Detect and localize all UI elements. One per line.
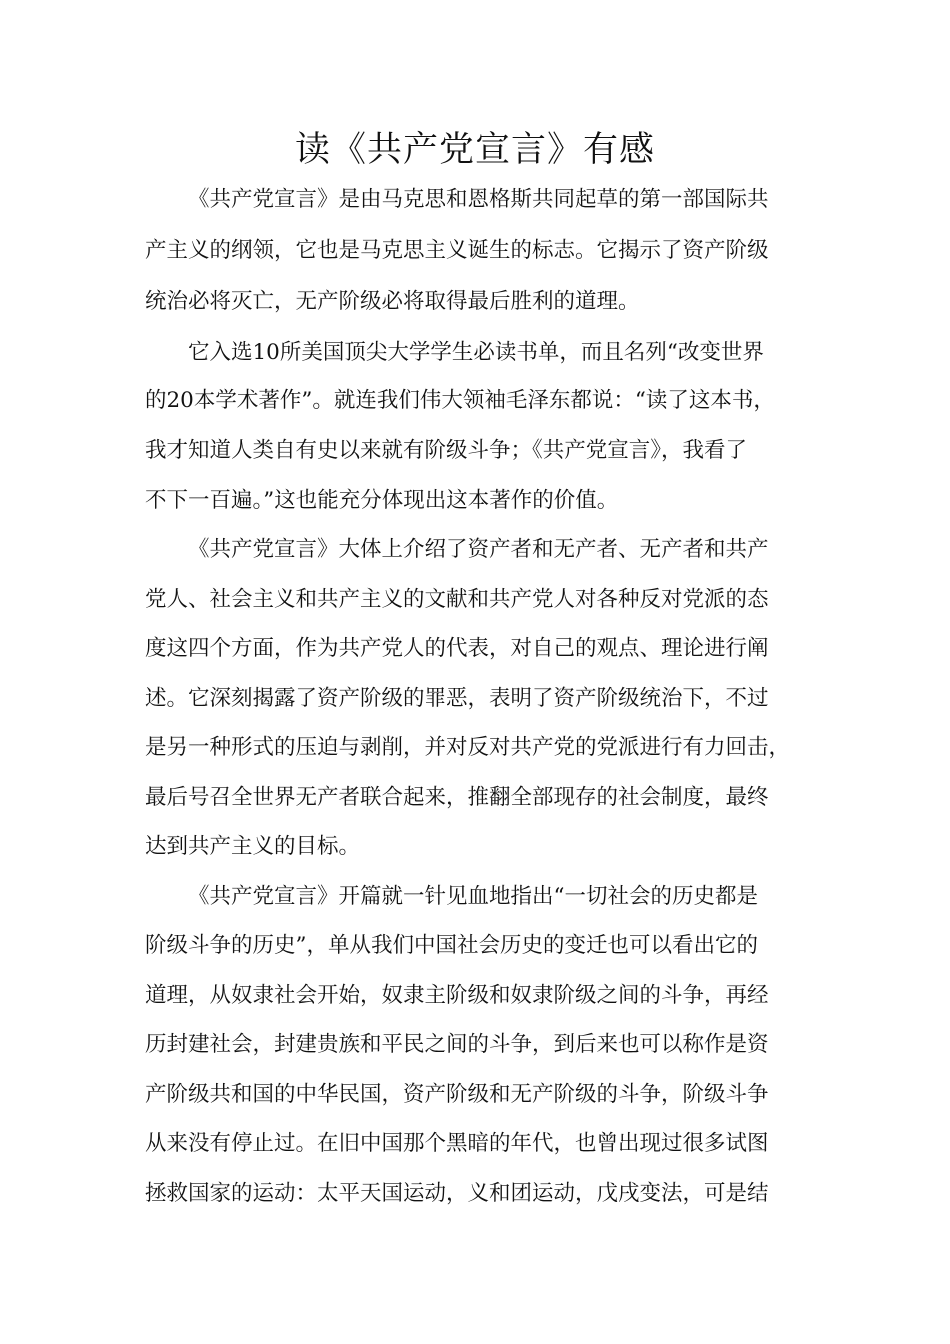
paragraph-line: 述。它深刻揭露了资产阶级的罪恶，表明了资产阶级统治下，不过: [145, 686, 769, 711]
paragraph-line: 产主义的纲领，它也是马克思主义诞生的标志。它揭示了资产阶级: [145, 238, 769, 263]
document-title: 读《共产党宣言》有感: [294, 130, 655, 170]
paragraph-line: 从来没有停止过。在旧中国那个黑暗的年代，也曾出现过很多试图: [145, 1131, 769, 1156]
paragraph-line: 《共产党宣言》大体上介绍了资产者和无产者、无产者和共产: [188, 537, 769, 562]
paragraph-line: 党人、社会主义和共产主义的文献和共产党人对各种反对党派的态: [145, 587, 769, 612]
paragraph-line: 道理，从奴隶社会开始，奴隶主阶级和奴隶阶级之间的斗争，再经: [145, 983, 769, 1008]
paragraph-line: 《共产党宣言》开篇就一针见血地指出“一切社会的历史都是: [188, 884, 758, 909]
paragraph-line: 不下一百遍。”这也能充分体现出这本著作的价值。: [145, 488, 619, 513]
paragraph-line: 拯救国家的运动：太平天国运动，义和团运动，戊戌变法，可是结: [145, 1181, 769, 1206]
paragraph-line: 《共产党宣言》是由马克思和恩格斯共同起草的第一部国际共: [188, 187, 769, 212]
paragraph-line: 统治必将灭亡，无产阶级必将取得最后胜利的道理。: [145, 289, 640, 314]
paragraph-line: 它入选10所美国顶尖大学学生必读书单，而且名列“改变世界: [188, 340, 764, 365]
paragraph-line: 产阶级共和国的中华民国，资产阶级和无产阶级的斗争，阶级斗争: [145, 1082, 769, 1107]
paragraph-line: 达到共产主义的目标。: [145, 834, 361, 859]
paragraph-line: 度这四个方面，作为共产党人的代表，对自己的观点、理论进行阐: [145, 636, 769, 661]
paragraph-line: 的20本学术著作”。就连我们伟大领袖毛泽东都说：“读了这本书，: [145, 388, 775, 413]
paragraph-line: 历封建社会，封建贵族和平民之间的斗争，到后来也可以称作是资: [145, 1032, 769, 1057]
paragraph-line: 阶级斗争的历史”，单从我们中国社会历史的变迁也可以看出它的: [145, 933, 758, 958]
paragraph-line: 是另一种形式的压迫与剥削，并对反对共产党的党派进行有力回击，: [145, 735, 791, 760]
paragraph-line: 我才知道人类自有史以来就有阶级斗争；《共产党宣言》，我看了: [145, 438, 748, 463]
paragraph-line: 最后号召全世界无产者联合起来，推翻全部现存的社会制度，最终: [145, 785, 769, 810]
